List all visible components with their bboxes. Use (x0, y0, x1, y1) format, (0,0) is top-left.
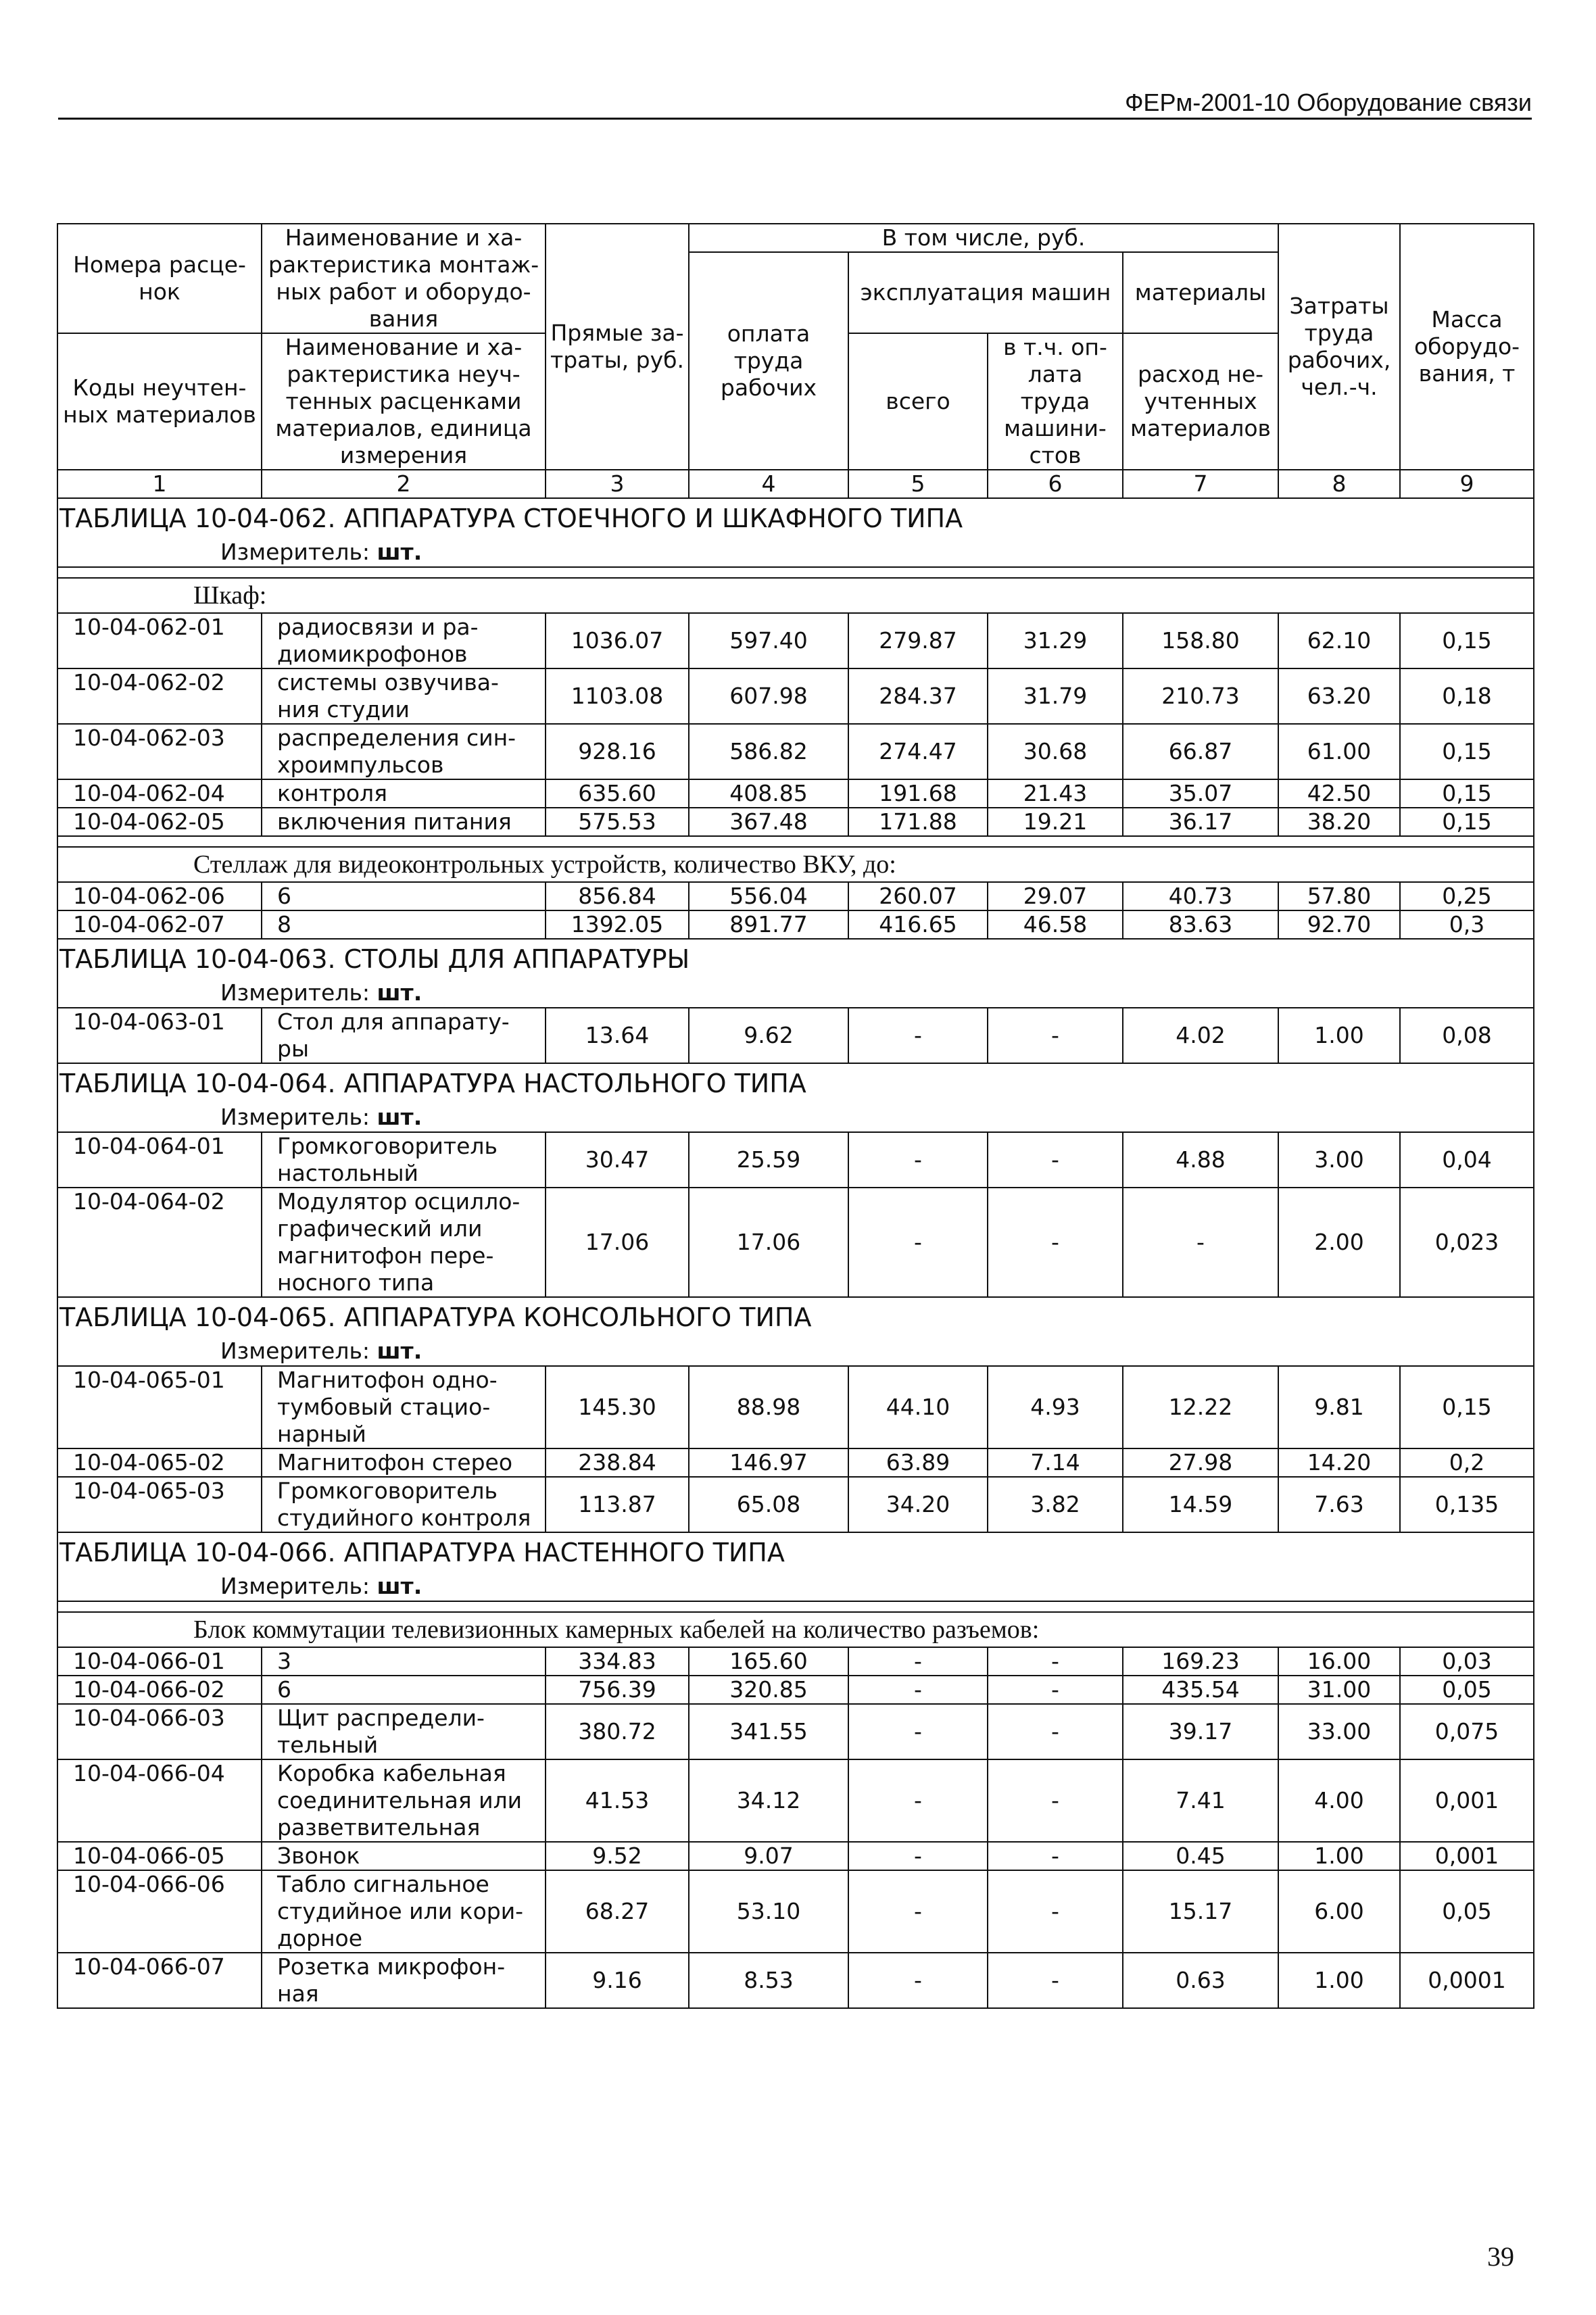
cell-value: 4.00 (1278, 1759, 1400, 1842)
table-row (57, 668, 1534, 724)
rate-name: системы озвучива-ния студии (262, 668, 546, 724)
group-row (57, 847, 1534, 882)
cell-value: 0,001 (1400, 1759, 1534, 1842)
cell-value: 88.98 (689, 1366, 848, 1448)
cell-value: 0,15 (1400, 779, 1534, 808)
table-row (57, 613, 1534, 668)
cell-value: 284.37 (848, 668, 988, 724)
rate-name: Звонок (262, 1842, 546, 1870)
cell-value: 39.17 (1123, 1704, 1278, 1759)
cell-value: 408.85 (689, 779, 848, 808)
cell-value: 891.77 (689, 910, 848, 939)
cell-value: 320.85 (689, 1676, 848, 1704)
page-number: 39 (1487, 2241, 1514, 2272)
col-header-worker-pay: оплата труда рабочих (689, 252, 848, 470)
meter-label: Измеритель: (220, 1573, 370, 1599)
cell-value: 0,023 (1400, 1188, 1534, 1297)
cell-value: 57.80 (1278, 882, 1400, 910)
cell-value: 1.00 (1278, 1008, 1400, 1063)
cell-value: - (988, 1008, 1123, 1063)
cell-value: 3.82 (988, 1477, 1123, 1532)
rate-name: Магнитофон одно-тумбовый стацио-нарный (262, 1366, 546, 1448)
meter-unit: шт. (377, 1338, 422, 1364)
table-row (57, 1008, 1534, 1063)
col-header-machinist-pay: в т.ч. оп-лата труда машини-стов (988, 333, 1123, 470)
cell-value: 9.62 (689, 1008, 848, 1063)
table-title-row (57, 1532, 1534, 1572)
table-row (57, 1448, 1534, 1477)
table-row (57, 1953, 1534, 2008)
meter-unit: шт. (377, 979, 422, 1006)
cell-value: 63.20 (1278, 668, 1400, 724)
meter-row (57, 538, 1534, 567)
cell-value: - (848, 1008, 988, 1063)
table-row (57, 910, 1534, 939)
cell-value: 928.16 (546, 724, 689, 779)
rate-name: контроля (262, 779, 546, 808)
group-row (57, 578, 1534, 613)
table-title: ТАБЛИЦА 10-04-065. АППАРАТУРА КОНСОЛЬНОГО ТИПА (57, 1297, 1534, 1337)
col-header-material-codes: Коды неучтен-ных материалов (57, 333, 262, 470)
col-header-mass: Масса оборудо-вания, т (1400, 224, 1534, 470)
cell-value: 53.10 (689, 1870, 848, 1953)
rate-name: Магнитофон стерео (262, 1448, 546, 1477)
cell-value: 756.39 (546, 1676, 689, 1704)
rate-code: 10-04-065-01 (57, 1366, 262, 1448)
cell-value: 34.20 (848, 1477, 988, 1532)
meter-label: Измеритель: (220, 1104, 370, 1130)
table-row (57, 1366, 1534, 1448)
cell-value: 165.60 (689, 1647, 848, 1676)
cell-value: 19.21 (988, 808, 1123, 836)
cell-value: 33.00 (1278, 1704, 1400, 1759)
rate-code: 10-04-066-02 (57, 1676, 262, 1704)
cell-value: 0,3 (1400, 910, 1534, 939)
cell-value: 9.16 (546, 1953, 689, 2008)
cell-value: 4.02 (1123, 1008, 1278, 1063)
cell-value: 29.07 (988, 882, 1123, 910)
cell-value: 171.88 (848, 808, 988, 836)
cell-value: 1.00 (1278, 1953, 1400, 2008)
cell-value: 113.87 (546, 1477, 689, 1532)
cell-value: 169.23 (1123, 1647, 1278, 1676)
table-row (57, 1870, 1534, 1953)
cell-value: 607.98 (689, 668, 848, 724)
rate-code: 10-04-064-02 (57, 1188, 262, 1297)
table-title: ТАБЛИЦА 10-04-062. АППАРАТУРА СТОЕЧНОГО И ШКАФНОГО ТИПА (57, 498, 1534, 538)
cell-value: 9.81 (1278, 1366, 1400, 1448)
cell-value: 9.07 (689, 1842, 848, 1870)
cell-value: 0,25 (1400, 882, 1534, 910)
cell-value: - (848, 1132, 988, 1188)
cell-value: 341.55 (689, 1704, 848, 1759)
cell-value: 25.59 (689, 1132, 848, 1188)
rate-code: 10-04-062-04 (57, 779, 262, 808)
cell-value: 38.20 (1278, 808, 1400, 836)
cell-value: 35.07 (1123, 779, 1278, 808)
cell-value: - (988, 1953, 1123, 2008)
cell-value: 210.73 (1123, 668, 1278, 724)
cell-value: - (988, 1842, 1123, 1870)
col-header-rate-numbers: Номера расце-нок (57, 224, 262, 333)
cell-value: 856.84 (546, 882, 689, 910)
cell-value: 0,05 (1400, 1870, 1534, 1953)
meter-label: Измеритель: (220, 979, 370, 1006)
cell-value: 66.87 (1123, 724, 1278, 779)
rate-code: 10-04-064-01 (57, 1132, 262, 1188)
column-numbers-row (57, 470, 1534, 498)
cell-value: 31.79 (988, 668, 1123, 724)
cell-value: - (988, 1759, 1123, 1842)
col-num: 5 (848, 470, 988, 498)
cell-value: 145.30 (546, 1366, 689, 1448)
cell-value: 27.98 (1123, 1448, 1278, 1477)
cell-value: 4.88 (1123, 1132, 1278, 1188)
table-row (57, 1647, 1534, 1676)
meter-unit: шт. (377, 1104, 422, 1130)
rate-code: 10-04-062-07 (57, 910, 262, 939)
spacer-row (57, 836, 1534, 847)
cell-value: 0,08 (1400, 1008, 1534, 1063)
rate-code: 10-04-065-03 (57, 1477, 262, 1532)
rate-code: 10-04-065-02 (57, 1448, 262, 1477)
cell-value: 586.82 (689, 724, 848, 779)
rate-code: 10-04-062-03 (57, 724, 262, 779)
cell-value: 0,075 (1400, 1704, 1534, 1759)
cell-value: 0,2 (1400, 1448, 1534, 1477)
col-num: 8 (1278, 470, 1400, 498)
rate-name: Коробка кабельная соединительная или разветвительная (262, 1759, 546, 1842)
cell-value: 36.17 (1123, 808, 1278, 836)
cell-value: 6.00 (1278, 1870, 1400, 1953)
cell-value: 0.63 (1123, 1953, 1278, 2008)
cell-value: 13.64 (546, 1008, 689, 1063)
rate-code: 10-04-062-06 (57, 882, 262, 910)
cell-value: 0,15 (1400, 1366, 1534, 1448)
cell-value: 7.14 (988, 1448, 1123, 1477)
rate-name: Модулятор осцилло-графический или магнитофон пере-носного типа (262, 1188, 546, 1297)
col-header-machines: эксплуатация машин (848, 252, 1123, 333)
cell-value: - (848, 1188, 988, 1297)
table-title-row (57, 939, 1534, 979)
cell-value: 1036.07 (546, 613, 689, 668)
rate-name: 6 (262, 1676, 546, 1704)
cell-value: - (848, 1870, 988, 1953)
cell-value: 14.20 (1278, 1448, 1400, 1477)
cell-value: - (848, 1704, 988, 1759)
cell-value: 41.53 (546, 1759, 689, 1842)
rate-name: 3 (262, 1647, 546, 1676)
rate-code: 10-04-066-04 (57, 1759, 262, 1842)
table-row (57, 1759, 1534, 1842)
cell-value: 8.53 (689, 1953, 848, 2008)
cell-value: - (848, 1647, 988, 1676)
table-row (57, 779, 1534, 808)
group-title: Шкаф: (57, 578, 1534, 613)
cell-value: 0,001 (1400, 1842, 1534, 1870)
cell-value: 597.40 (689, 613, 848, 668)
cell-value: 1103.08 (546, 668, 689, 724)
cell-value: 16.00 (1278, 1647, 1400, 1676)
col-num: 7 (1123, 470, 1278, 498)
cell-value: 279.87 (848, 613, 988, 668)
rate-name: Розетка микрофон-ная (262, 1953, 546, 2008)
rate-name: включения питания (262, 808, 546, 836)
meter-unit: шт. (377, 1573, 422, 1599)
cell-value: - (988, 1188, 1123, 1297)
rate-name: Громкоговоритель настольный (262, 1132, 546, 1188)
cell-value: 83.63 (1123, 910, 1278, 939)
table-row (57, 808, 1534, 836)
cell-value: 238.84 (546, 1448, 689, 1477)
cell-value: 0,05 (1400, 1676, 1534, 1704)
rate-code: 10-04-062-02 (57, 668, 262, 724)
cell-value: 17.06 (546, 1188, 689, 1297)
page-header: ФЕРм-2001-10 Оборудование связи (58, 88, 1532, 120)
rate-code: 10-04-066-01 (57, 1647, 262, 1676)
cell-value: 158.80 (1123, 613, 1278, 668)
cell-value: - (848, 1842, 988, 1870)
cell-value: 65.08 (689, 1477, 848, 1532)
rate-code: 10-04-062-05 (57, 808, 262, 836)
meter-label: Измеритель: (220, 539, 370, 565)
meter-label: Измеритель: (220, 1338, 370, 1364)
rates-table (57, 223, 1534, 2009)
cell-value: 7.63 (1278, 1477, 1400, 1532)
cell-value: 0,135 (1400, 1477, 1534, 1532)
cell-value: 274.47 (848, 724, 988, 779)
rate-name: 6 (262, 882, 546, 910)
cell-value: 416.65 (848, 910, 988, 939)
cell-value: 44.10 (848, 1366, 988, 1448)
table-title: ТАБЛИЦА 10-04-063. СТОЛЫ ДЛЯ АППАРАТУРЫ (57, 939, 1534, 979)
table-row (57, 1188, 1534, 1297)
table-row (57, 1676, 1534, 1704)
cell-value: 367.48 (689, 808, 848, 836)
rate-code: 10-04-066-05 (57, 1842, 262, 1870)
rate-code: 10-04-063-01 (57, 1008, 262, 1063)
meter-row (57, 1572, 1534, 1601)
rate-name: Громкоговоритель студийного контроля (262, 1477, 546, 1532)
cell-value: 17.06 (689, 1188, 848, 1297)
cell-value: 4.93 (988, 1366, 1123, 1448)
cell-value: 12.22 (1123, 1366, 1278, 1448)
cell-value: 0,03 (1400, 1647, 1534, 1676)
cell-value: - (988, 1676, 1123, 1704)
rate-name: Щит распредели-тельный (262, 1704, 546, 1759)
table-row (57, 1132, 1534, 1188)
cell-value: 63.89 (848, 1448, 988, 1477)
meter-row (57, 1337, 1534, 1366)
col-header-materials: материалы (1123, 252, 1278, 333)
cell-value: 61.00 (1278, 724, 1400, 779)
cell-value: 31.00 (1278, 1676, 1400, 1704)
spacer-row (57, 567, 1534, 578)
table-row (57, 1704, 1534, 1759)
col-num: 2 (262, 470, 546, 498)
col-num: 9 (1400, 470, 1534, 498)
table-row (57, 724, 1534, 779)
cell-value: 0,15 (1400, 724, 1534, 779)
cell-value: - (848, 1676, 988, 1704)
table-row (57, 1477, 1534, 1532)
cell-value: - (988, 1870, 1123, 1953)
col-header-material-consumption: расход не-учтенных материалов (1123, 333, 1278, 470)
cell-value: 7.41 (1123, 1759, 1278, 1842)
table-title-row (57, 498, 1534, 538)
cell-value: 0,18 (1400, 668, 1534, 724)
cell-value: 556.04 (689, 882, 848, 910)
rate-code: 10-04-066-07 (57, 1953, 262, 2008)
rate-code: 10-04-062-01 (57, 613, 262, 668)
rate-name: распределения син-хроимпульсов (262, 724, 546, 779)
table-title: ТАБЛИЦА 10-04-066. АППАРАТУРА НАСТЕННОГО ТИПА (57, 1532, 1534, 1572)
group-title: Стеллаж для видеоконтрольных устройств, количество ВКУ, до: (57, 847, 1534, 882)
meter-row (57, 979, 1534, 1008)
col-header-labor: Затраты труда рабочих, чел.-ч. (1278, 224, 1400, 470)
col-num: 6 (988, 470, 1123, 498)
cell-value: 9.52 (546, 1842, 689, 1870)
cell-value: 0.45 (1123, 1842, 1278, 1870)
cell-value: 46.58 (988, 910, 1123, 939)
cell-value: 92.70 (1278, 910, 1400, 939)
col-header-including: В том числе, руб. (689, 224, 1278, 252)
cell-value: 40.73 (1123, 882, 1278, 910)
cell-value: 2.00 (1278, 1188, 1400, 1297)
meter-row (57, 1103, 1534, 1132)
cell-value: 260.07 (848, 882, 988, 910)
rate-name: Табло сигнальное студийное или кори-дорное (262, 1870, 546, 1953)
table-title: ТАБЛИЦА 10-04-064. АППАРАТУРА НАСТОЛЬНОГО ТИПА (57, 1063, 1534, 1103)
cell-value: 21.43 (988, 779, 1123, 808)
cell-value: 42.50 (1278, 779, 1400, 808)
col-num: 1 (57, 470, 262, 498)
cell-value: 34.12 (689, 1759, 848, 1842)
group-row (57, 1612, 1534, 1647)
table-title-row (57, 1297, 1534, 1337)
table-row (57, 882, 1534, 910)
table-row (57, 1842, 1534, 1870)
cell-value: 380.72 (546, 1704, 689, 1759)
cell-value: 191.68 (848, 779, 988, 808)
col-num: 3 (546, 470, 689, 498)
cell-value: 15.17 (1123, 1870, 1278, 1953)
spacer-row (57, 1601, 1534, 1612)
col-num: 4 (689, 470, 848, 498)
col-header-work-name: Наименование и ха-рактеристика монтаж-ных работ и оборудо-вания (262, 224, 546, 333)
cell-value: 0,15 (1400, 808, 1534, 836)
cell-value: - (848, 1953, 988, 2008)
cell-value: 30.68 (988, 724, 1123, 779)
cell-value: 575.53 (546, 808, 689, 836)
col-header-machines-total: всего (848, 333, 988, 470)
cell-value: - (988, 1132, 1123, 1188)
cell-value: - (988, 1704, 1123, 1759)
rate-name: 8 (262, 910, 546, 939)
cell-value: 68.27 (546, 1870, 689, 1953)
cell-value: 635.60 (546, 779, 689, 808)
cell-value: 0,0001 (1400, 1953, 1534, 2008)
cell-value: 3.00 (1278, 1132, 1400, 1188)
cell-value: - (848, 1759, 988, 1842)
cell-value: 146.97 (689, 1448, 848, 1477)
group-title: Блок коммутации телевизионных камерных кабелей на количество разъемов: (57, 1612, 1534, 1647)
cell-value: 14.59 (1123, 1477, 1278, 1532)
rate-name: Стол для аппарату-ры (262, 1008, 546, 1063)
cell-value: - (1123, 1188, 1278, 1297)
rate-name: радиосвязи и ра-диомикрофонов (262, 613, 546, 668)
col-header-material-names: Наименование и ха-рактеристика неуч-тенных расценками материалов, единица измерения (262, 333, 546, 470)
cell-value: 31.29 (988, 613, 1123, 668)
cell-value: 1.00 (1278, 1842, 1400, 1870)
cell-value: - (988, 1647, 1123, 1676)
cell-value: 435.54 (1123, 1676, 1278, 1704)
cell-value: 1392.05 (546, 910, 689, 939)
meter-unit: шт. (377, 539, 422, 565)
cell-value: 0,04 (1400, 1132, 1534, 1188)
col-header-direct-costs: Прямые за-траты, руб. (546, 224, 689, 470)
cell-value: 62.10 (1278, 613, 1400, 668)
rate-code: 10-04-066-06 (57, 1870, 262, 1953)
cell-value: 0,15 (1400, 613, 1534, 668)
cell-value: 334.83 (546, 1647, 689, 1676)
rate-code: 10-04-066-03 (57, 1704, 262, 1759)
cell-value: 30.47 (546, 1132, 689, 1188)
table-title-row (57, 1063, 1534, 1103)
